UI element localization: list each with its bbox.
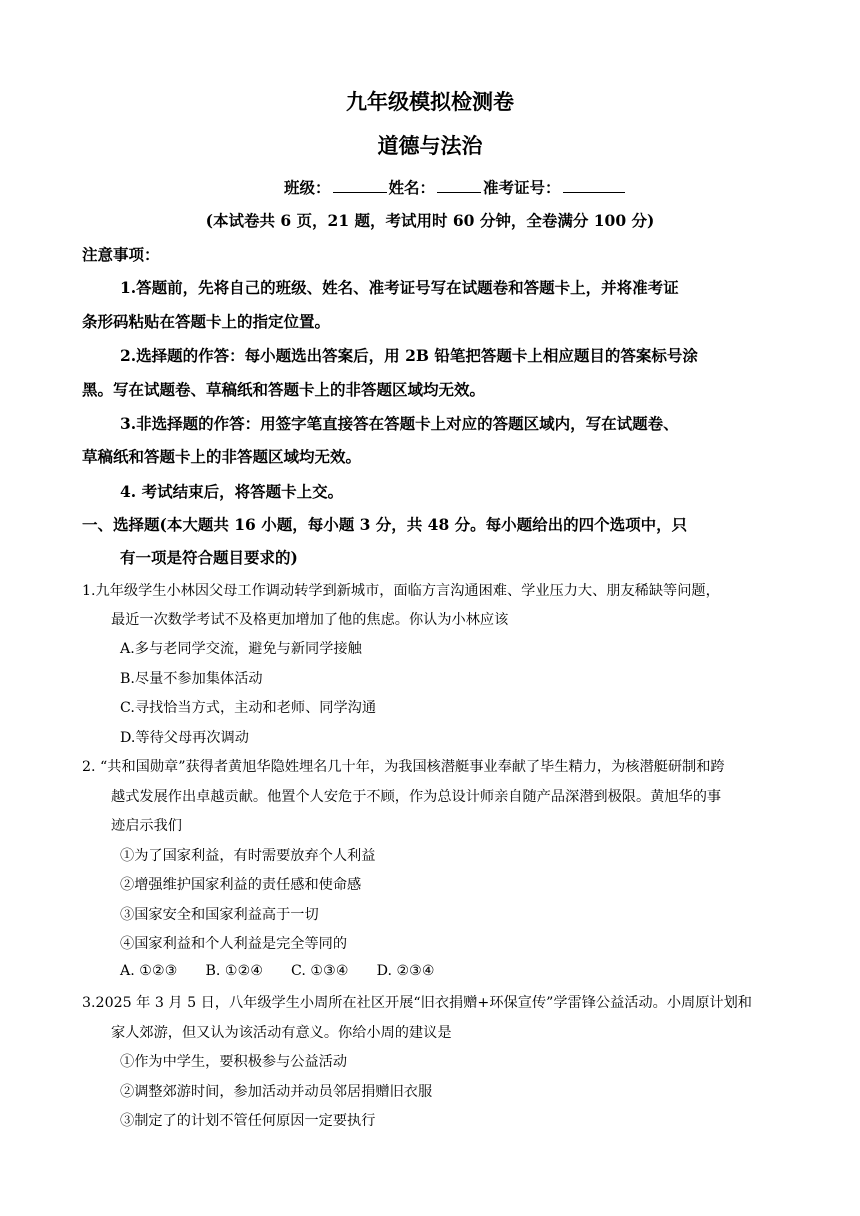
notice-item-1-line-2: 条形码粘贴在答题卡上的指定位置。 (82, 312, 331, 331)
exam-info: (本试卷共 6 页，21 题，考试用时 60 分钟，全卷满分 100 分) (205, 211, 655, 230)
name-label: 姓名： (388, 178, 436, 197)
notice-heading: 注意事项： (82, 245, 160, 264)
notice-item-1-line-1: 1.答题前，先将自己的班级、姓名、准考证号写在试题卷和答题卡上，并将准考证 (120, 278, 679, 297)
name-blank[interactable] (437, 178, 481, 193)
question-3-statement-2: ②调整郊游时间，参加活动并动员邻居捐赠旧衣服 (120, 1084, 433, 1100)
question-2-line-3: 迹启示我们 (111, 818, 182, 834)
question-3-statement-3: ③制定了的计划不管任何原因一定要执行 (120, 1113, 376, 1129)
question-1-option-a[interactable]: A.多与老同学交流，避免与新同学接触 (120, 641, 362, 657)
question-2-statement-1: ①为了国家利益，有时需要放弃个人利益 (120, 848, 376, 864)
question-2-choice-d[interactable]: D. ②③④ (376, 963, 435, 979)
question-2-statement-3: ③国家安全和国家利益高于一切 (120, 907, 319, 923)
question-2-choice-a[interactable]: A. ①②③ (120, 963, 178, 979)
question-2-choices (120, 963, 435, 979)
exam-title: 九年级模拟检测卷 (346, 89, 514, 114)
question-2-statement-4: ④国家利益和个人利益是完全等同的 (120, 936, 348, 952)
notice-item-3-line-1: 3.非选择题的作答：用签字笔直接答在答题卡上对应的答题区域内，写在试题卷、 (120, 414, 679, 433)
question-1-line-1: 1.九年级学生小林因父母工作调动转学到新城市，面临方言沟通困难、学业压力大、朋友稀缺等问题， (82, 583, 720, 599)
exam-id-blank[interactable] (563, 178, 625, 193)
notice-item-2-line-2: 黑。写在试题卷、草稿纸和答题卡上的非答题区域均无效。 (82, 380, 486, 399)
section-1-heading-line-1: 一、选择题(本大题共 16 小题，每小题 3 分，共 48 分。每小题给出的四个选项中，只 (82, 515, 688, 534)
question-1-option-c[interactable]: C.寻找恰当方式，主动和老师、同学沟通 (120, 700, 377, 716)
class-blank[interactable] (333, 178, 387, 193)
question-2-line-1: 2. “共和国勋章”获得者黄旭华隐姓埋名几十年，为我国核潜艇事业奉献了毕生精力，为核潜艇研制和跨 (82, 759, 725, 775)
question-2-choice-b[interactable]: B. ①②④ (205, 963, 264, 979)
question-1-line-2: 最近一次数学考试不及格更加增加了他的焦虑。你认为小林应该 (111, 612, 509, 628)
question-2-statement-2: ②增强维护国家利益的责任感和使命感 (120, 877, 362, 893)
question-3-line-1: 3.2025 年 3 月 5 日，八年级学生小周所在社区开展“旧衣捐赠+环保宣传”学雷锋公益活动。小周原计划和 (82, 995, 752, 1011)
question-3-line-2: 家人郊游，但又认为该活动有意义。你给小周的建议是 (111, 1025, 452, 1041)
question-3-statement-1: ①作为中学生，要积极参与公益活动 (120, 1054, 348, 1070)
student-info-fields (284, 176, 627, 198)
question-2-line-2: 越式发展作出卓越贡献。他置个人安危于不顾，作为总设计师亲自随产品深潜到极限。黄旭华的事 (111, 789, 722, 805)
notice-item-3-line-2: 草稿纸和答题卡上的非答题区域均无效。 (82, 447, 362, 466)
class-label: 班级： (284, 178, 331, 197)
subject-title: 道德与法治 (377, 133, 483, 158)
exam-id-label: 准考证号： (483, 178, 561, 197)
section-1-heading-line-2: 有一项是符合题目要求的) (120, 548, 298, 567)
notice-item-4: 4. 考试结束后，将答题卡上交。 (120, 482, 344, 501)
question-1-option-b[interactable]: B.尽量不参加集体活动 (120, 671, 263, 687)
question-1-option-d[interactable]: D.等待父母再次调动 (120, 730, 249, 746)
question-2-choice-c[interactable]: C. ①③④ (291, 963, 349, 979)
notice-item-2-line-1: 2.选择题的作答：每小题选出答案后，用 2B 铅笔把答题卡上相应题目的答案标号涂 (120, 346, 698, 365)
